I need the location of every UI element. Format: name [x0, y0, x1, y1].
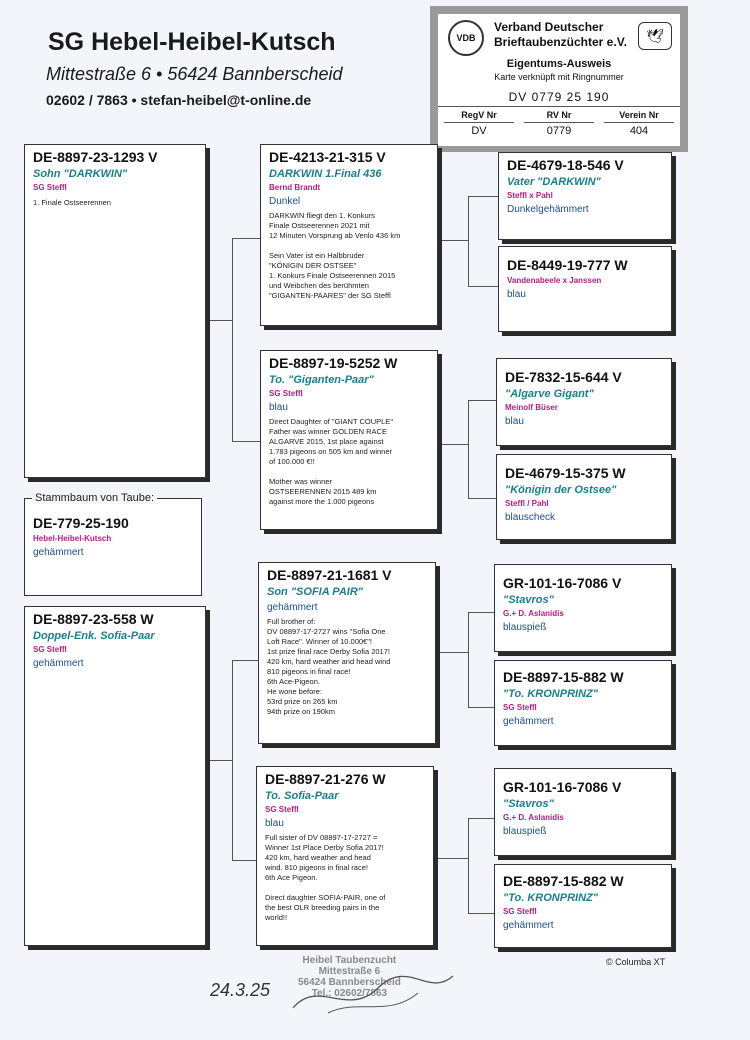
plumage-color: blau: [505, 416, 524, 427]
ring-number: DE-7832-15-644 V: [505, 369, 622, 385]
copyright: © Columba XT: [606, 957, 666, 967]
breeder: SG Steffl: [503, 703, 537, 712]
pigeon-name: Son "SOFIA PAIR": [267, 586, 363, 598]
ring-number: DE-8897-21-276 W: [265, 771, 386, 787]
plumage-color: gehämmert: [33, 658, 84, 669]
plumage-color: gehämmert: [503, 716, 554, 727]
pedigree-box-fmf: [496, 358, 672, 446]
ring-number: DE-8897-23-558 W: [33, 611, 154, 627]
connector-line: [438, 240, 468, 241]
card-col-header: Verein Nr: [619, 110, 659, 120]
breeder-contact: 02602 / 7863 • stefan-heibel@t-online.de: [46, 92, 312, 108]
pigeon-name: "Stavros": [503, 798, 554, 810]
connector-line: [205, 760, 233, 761]
breeder: SG Steffl: [265, 805, 299, 814]
plumage-color: blau: [269, 402, 288, 413]
pedigree-box-ff: [260, 144, 438, 326]
stamp-line: Heibel Taubenzucht: [302, 955, 397, 966]
performance-note: Full brother of: DV 08897-17-2727 wins "Sofia One Loft Race". Winner of 10.000€"! 1st prize final race Derby Sofia 2017! 420 km, hard weather and head wind 810 pigeons in final race! 6th Ace-Pigeon. He wone before: 53rd prize on 265 km 94th prize on 190km: [267, 617, 391, 716]
breeder-name: SG Hebel-Heibel-Kutsch: [48, 28, 336, 56]
ring-number: DE-8449-19-777 W: [507, 257, 628, 273]
connector-line: [232, 660, 260, 661]
connector-line: [468, 196, 498, 197]
subject-label: Stammbaum von Taube:: [32, 492, 157, 504]
card-col-value: 404: [604, 122, 674, 137]
plumage-color: blauspieß: [503, 622, 547, 633]
ownership-card: [430, 6, 688, 152]
ring-number: DE-8897-23-1293 V: [33, 149, 158, 165]
vdb-logo-icon: VDB: [448, 20, 484, 56]
plumage-color: Dunkel: [269, 196, 301, 207]
ring-number: DE-8897-19-5252 W: [269, 355, 398, 371]
connector-line: [205, 320, 233, 321]
pedigree-box-mff: [494, 564, 672, 652]
breeder-address: Mittestraße 6 • 56424 Bannberscheid: [46, 64, 343, 84]
breeder: Hebel-Heibel-Kutsch: [33, 534, 112, 543]
card-col-header: RegV Nr: [461, 110, 497, 120]
ring-number: DE-4213-21-315 V: [269, 149, 386, 165]
stamp-line: 56424 Bannberscheid: [298, 977, 401, 988]
pigeon-name: Vater "DARKWIN": [507, 176, 601, 188]
plumage-color: Dunkelgehämmert: [507, 204, 589, 215]
plumage-color: blauscheck: [505, 512, 556, 523]
connector-line: [468, 400, 498, 401]
ring-number: DE-8897-15-882 W: [503, 873, 624, 889]
pedigree-box-fmm: [496, 454, 672, 540]
pigeon-name: "Stavros": [503, 594, 554, 606]
connector-line: [438, 858, 468, 859]
card-subtitle: Karte verknüpft mit Ringnummer: [494, 72, 624, 82]
ring-number: DE-8897-21-1681 V: [267, 567, 392, 583]
card-org-line1: Verband Deutscher: [494, 20, 604, 34]
breeder: Steffl / Pahl: [505, 499, 549, 508]
pigeon-name: "To. KRONPRINZ": [503, 892, 598, 904]
pedigree-box-fff: [498, 152, 672, 240]
performance-note: Direct Daughter of "GIANT COUPLE" Father was winner GOLDEN RACE ALGARVE 2015, 1st place against 1.783 pigeons on 505 km and winner of 100.000 €!! Mother was winner OSTSEERENNEN 2015 489 km against more the 1.000 pigeons: [269, 417, 393, 506]
card-org-line2: Brieftaubenzüchter e.V.: [494, 35, 627, 49]
card-col-rv: [524, 110, 594, 137]
breeder: Bernd Brandt: [269, 183, 321, 192]
connector-line: [468, 498, 498, 499]
ownership-card-inner: [438, 14, 680, 146]
pedigree-box-mm: [256, 766, 434, 946]
connector-line: [468, 400, 469, 498]
stamp-line: Tel.: 02602/7863: [311, 988, 388, 999]
stamp-line: Mittestraße 6: [318, 966, 381, 977]
pigeon-name: To. "Giganten-Paar": [269, 374, 374, 386]
connector-line: [438, 652, 468, 653]
breeder: Vandenabeele x Janssen: [507, 276, 602, 285]
breeder: G.+ D. Aslanidis: [503, 609, 564, 618]
connector-line: [468, 818, 469, 913]
plumage-color: blauspieß: [503, 826, 547, 837]
pedigree-box-mfm: [494, 660, 672, 746]
pigeon-name: DARKWIN 1.Final 436: [269, 168, 382, 180]
plumage-color: gehämmert: [33, 547, 84, 558]
plumage-color: gehämmert: [267, 602, 318, 613]
breeder: SG Steffl: [33, 183, 67, 192]
performance-note: 1. Finale Ostseerennen: [33, 198, 111, 207]
breeder: G.+ D. Aslanidis: [503, 813, 564, 822]
performance-note: DARKWIN fliegt den 1. Konkurs Finale Ostseerennen 2021 mit 12 Minuten Vorsprung ab Venlo 436 km Sein Vater ist ein Halbbruder "KÖNIGIN DER OSTSEE" 1. Konkurs Finale Ostseerennen 2015 und Weibchen des berühmten "GIGANTEN-PAARES" der SG Steffl: [269, 211, 401, 300]
breeder: SG Steffl: [33, 645, 67, 654]
handwritten-date: 24.3.25: [210, 980, 271, 1000]
card-col-verein: [604, 110, 674, 137]
pedigree-box-father: [24, 144, 206, 478]
card-col-regv: [444, 110, 514, 137]
pigeon-name: "To. KRONPRINZ": [503, 688, 598, 700]
pigeon-name: Sohn "DARKWIN": [33, 168, 128, 180]
pedigree-box-mf: [258, 562, 436, 744]
pedigree-box-mother: [24, 606, 206, 946]
breeder: Steffl x Pahl: [507, 191, 553, 200]
pedigree-box-mmm: [494, 864, 672, 948]
performance-note: Full sister of DV 08897-17-2727 = Winner 1st Place Derby Sofia 2017! 420 km, hard weather and head wind. 810 pigeons in final race! 6th Ace Pigeon. Direct daughter SOFIA-PAIR, one of the best OLR breeding pairs in the world!!: [265, 833, 386, 922]
connector-line: [438, 444, 468, 445]
pigeon-name: "Königin der Ostsee": [505, 484, 617, 496]
card-title: Eigentums-Ausweis: [506, 58, 612, 70]
ring-number: GR-101-16-7086 V: [503, 575, 622, 591]
card-ring-number: DV 0779 25 190: [438, 90, 680, 107]
card-col-header: RV Nr: [546, 110, 572, 120]
connector-line: [232, 441, 260, 442]
ring-number: DE-8897-15-882 W: [503, 669, 624, 685]
pigeon-name: To. Sofia-Paar: [265, 790, 339, 802]
connector-line: [232, 238, 260, 239]
plumage-color: blau: [265, 818, 284, 829]
plumage-color: blau: [507, 289, 526, 300]
pigeon-name: "Algarve Gigant": [505, 388, 594, 400]
ring-number: DE-779-25-190: [33, 515, 129, 531]
card-organisation: [494, 20, 627, 50]
ring-number: GR-101-16-7086 V: [503, 779, 622, 795]
pigeon-name: Doppel-Enk. Sofia-Paar: [33, 630, 155, 642]
pedigree-box-mmf: [494, 768, 672, 856]
pigeon-logo-icon: 🕊: [638, 22, 672, 50]
pedigree-box-subject: [24, 498, 202, 596]
breeder: Meinolf Büser: [505, 403, 558, 412]
card-col-value: DV: [444, 122, 514, 137]
breeder: SG Steffl: [269, 389, 303, 398]
plumage-color: gehämmert: [503, 920, 554, 931]
connector-line: [468, 196, 469, 286]
signature: [288, 968, 458, 1028]
ring-number: DE-4679-15-375 W: [505, 465, 626, 481]
breeder: SG Steffl: [503, 907, 537, 916]
connector-line: [468, 286, 498, 287]
ring-number: DE-4679-18-546 V: [507, 157, 624, 173]
connector-line: [468, 612, 469, 707]
connector-line: [232, 238, 233, 441]
card-col-value: 0779: [524, 122, 594, 137]
pedigree-box-ffm: [498, 246, 672, 332]
pedigree-box-fm: [260, 350, 438, 530]
